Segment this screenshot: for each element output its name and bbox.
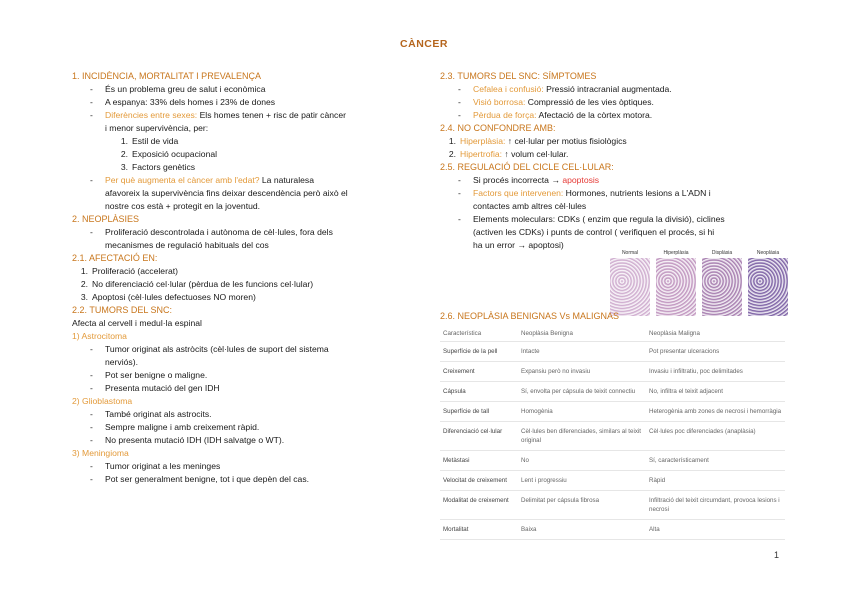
document-title: CÀNCER	[400, 38, 448, 50]
table-cell: Mortalitat	[440, 520, 518, 540]
table-cell: Intacte	[518, 342, 646, 362]
table-cell: Pot presentar ulceracions	[646, 342, 785, 362]
table-cell: Heterogènia amb zones de necrosi i hemorràgia	[646, 402, 785, 422]
image-label: Hiperplàsia	[663, 250, 689, 256]
image-label: Normal	[621, 250, 639, 256]
numbered-item: 1. Estil de vida	[120, 136, 179, 146]
section-heading: 2. NEOPLÀSIES	[72, 214, 140, 224]
table-cell: Superfície de tall	[440, 402, 518, 422]
list-item-continued: afavoreix la supervivència fins deixar descendència però això el	[105, 188, 348, 198]
table-cell: Cápsula	[440, 382, 518, 402]
list-item: - Diferències entre sexes: Els homes tenen + risc de patir càncer	[72, 109, 412, 122]
tissue-image-dysplasia	[702, 250, 742, 316]
table-cell: Creixement	[440, 362, 518, 382]
list-item: - Cefalea i confusió: Pressió intracranial augmentada.	[440, 83, 785, 96]
list-item-continued: nerviós).	[105, 357, 138, 367]
list-item: - Presenta mutació del gen IDH	[72, 382, 412, 395]
section-heading: 2.1. AFECTACIÓ EN:	[72, 253, 158, 263]
table-cell: Invasiu i infiltratiu, poc delimitades	[646, 362, 785, 382]
image-label: Displàsia	[711, 250, 733, 256]
list-item-continued: mecanismes de regulació habituals del cos	[105, 240, 269, 250]
section-heading: 1. INCIDÈNCIA, MORTALITAT I PREVALENÇA	[72, 71, 262, 81]
list-item: - És un problema greu de salut i econòmica	[72, 83, 412, 96]
numbered-item: 2. Exposició ocupacional	[120, 149, 218, 159]
table-row	[440, 520, 785, 540]
table-cell: Ràpid	[646, 471, 785, 491]
left-column	[72, 70, 412, 486]
list-item: - També originat als astrocits.	[72, 408, 412, 421]
table-row	[440, 491, 785, 520]
list-item: - Pot ser generalment benigne, tot i que depèn del cas.	[72, 473, 412, 486]
paragraph: Afecta al cervell i medul·la espinal	[72, 318, 202, 328]
page-number: 1	[774, 550, 780, 560]
list-item-continued: i menor supervivència, per:	[105, 123, 209, 133]
list-item: - Tumor originat a les meninges	[72, 460, 412, 473]
table-cell: Sí, envolta per cápsula de teixit connectiu	[518, 382, 646, 402]
subheading: 2) Glioblastoma	[72, 396, 133, 406]
section-heading: 2.3. TUMORS DEL SNC: SÍMPTOMES	[440, 71, 597, 81]
table-cell: Modalitat de creixement	[440, 491, 518, 520]
comparison-table	[440, 325, 785, 540]
tissue-images	[610, 250, 790, 318]
table-cell: Delimitat per cápsula fibrosa	[518, 491, 646, 520]
table-row	[440, 342, 785, 362]
table-cell: Baixa	[518, 520, 646, 540]
list-item: - Factors que intervenen: Hormones, nutrients lesions a L'ADN i	[440, 187, 785, 200]
tissue-image-normal	[610, 250, 650, 316]
table-cell: Homogènia	[518, 402, 646, 422]
column-header: Neoplàsia Maligna	[646, 325, 785, 342]
list-item-continued: ha un error → apoptosi)	[473, 240, 564, 250]
subheading: 1) Astrocitoma	[72, 331, 127, 341]
table-cell: Sí, característicament	[646, 451, 785, 471]
table-cell: Diferenciació cel·lular	[440, 422, 518, 451]
table-header-row	[440, 325, 785, 342]
list-item: - Visió borrosa: Compressió de les vies òptiques.	[440, 96, 785, 109]
numbered-item: 3. Factors genètics	[120, 162, 196, 172]
list-item: - A espanya: 33% dels homes i 23% de dones	[72, 96, 412, 109]
table-cell: Superfície de la pell	[440, 342, 518, 362]
list-item: - No presenta mutació IDH (IDH salvatge o WT).	[72, 434, 412, 447]
table-cell: Cèl·lules poc diferenciades (anaplàsia)	[646, 422, 785, 451]
table-cell: Infiltració del teixit circumdant, provoca lesions i necrosi	[646, 491, 785, 520]
table-cell: Cèl·lules ben diferenciades, similars al teixit original	[518, 422, 646, 451]
table-cell: No, infiltra el teixit adjacent	[646, 382, 785, 402]
column-header: Característica	[440, 325, 518, 342]
tissue-image-neoplasia	[748, 250, 788, 316]
list-item-continued: (activen les CDKs) i punts de control ( verifiquen el procés, si hi	[473, 227, 715, 237]
right-column	[440, 70, 785, 252]
subheading: 3) Meningioma	[72, 448, 129, 458]
table-row	[440, 382, 785, 402]
list-item-continued: nostre cos està + protegit en la joventud.	[105, 201, 261, 211]
section-heading: 2.6. NEOPLÀSIA BENIGNAS Vs MALIGNAS	[440, 311, 620, 321]
list-item: - Pot ser benigne o maligne.	[72, 369, 412, 382]
table-cell: Alta	[646, 520, 785, 540]
table-row	[440, 422, 785, 451]
list-item: - Per què augmenta el càncer amb l'edat? La naturalesa	[72, 174, 412, 187]
table-cell: Lent i progressiu	[518, 471, 646, 491]
section-heading: 2.2. TUMORS DEL SNC:	[72, 305, 173, 315]
table-row	[440, 402, 785, 422]
table-cell: Metàstasi	[440, 451, 518, 471]
table-cell: Expansiu però no invasiu	[518, 362, 646, 382]
tissue-image-hyperplasia	[656, 250, 696, 316]
table-cell: No	[518, 451, 646, 471]
numbered-item: 2. Hipertrofia: ↑ volum cel·lular.	[448, 149, 569, 159]
table-row	[440, 362, 785, 382]
list-item: - Si procés incorrecta → apoptosis	[440, 174, 785, 187]
list-item: - Elements moleculars: CDKs ( enzim que regula la divisió), ciclines	[440, 213, 785, 226]
numbered-item: 1. Proliferació (accelerat)	[80, 266, 178, 276]
list-item-continued: contactes amb altres cèl·lules	[473, 201, 587, 211]
table-row	[440, 471, 785, 491]
numbered-item: 2. No diferenciació cel·lular (pèrdua de les funcions cel·lular)	[80, 279, 314, 289]
section-heading: 2.5. REGULACIÓ DEL CICLE CEL·LULAR:	[440, 162, 614, 172]
image-label: Neoplàsia	[756, 250, 780, 256]
column-header: Neoplàsia Benigna	[518, 325, 646, 342]
list-item: - Pèrdua de força: Afectació de la còrtex motora.	[440, 109, 785, 122]
numbered-item: 3. Apoptosi (cèl·lules defectuoses NO moren)	[80, 292, 256, 302]
section-heading: 2.4. NO CONFONDRE AMB:	[440, 123, 556, 133]
list-item: - Tumor originat als astròcits (cèl·lules de suport del sistema	[72, 343, 412, 356]
table-cell: Velocitat de creixement	[440, 471, 518, 491]
numbered-item: 1. Hiperplàsia: ↑ cel·lular per motius fisiològics	[448, 136, 627, 146]
list-item: - Sempre maligne i amb creixement ràpid.	[72, 421, 412, 434]
list-item: - Proliferació descontrolada i autònoma de cèl·lules, fora dels	[72, 226, 412, 239]
table-row	[440, 451, 785, 471]
